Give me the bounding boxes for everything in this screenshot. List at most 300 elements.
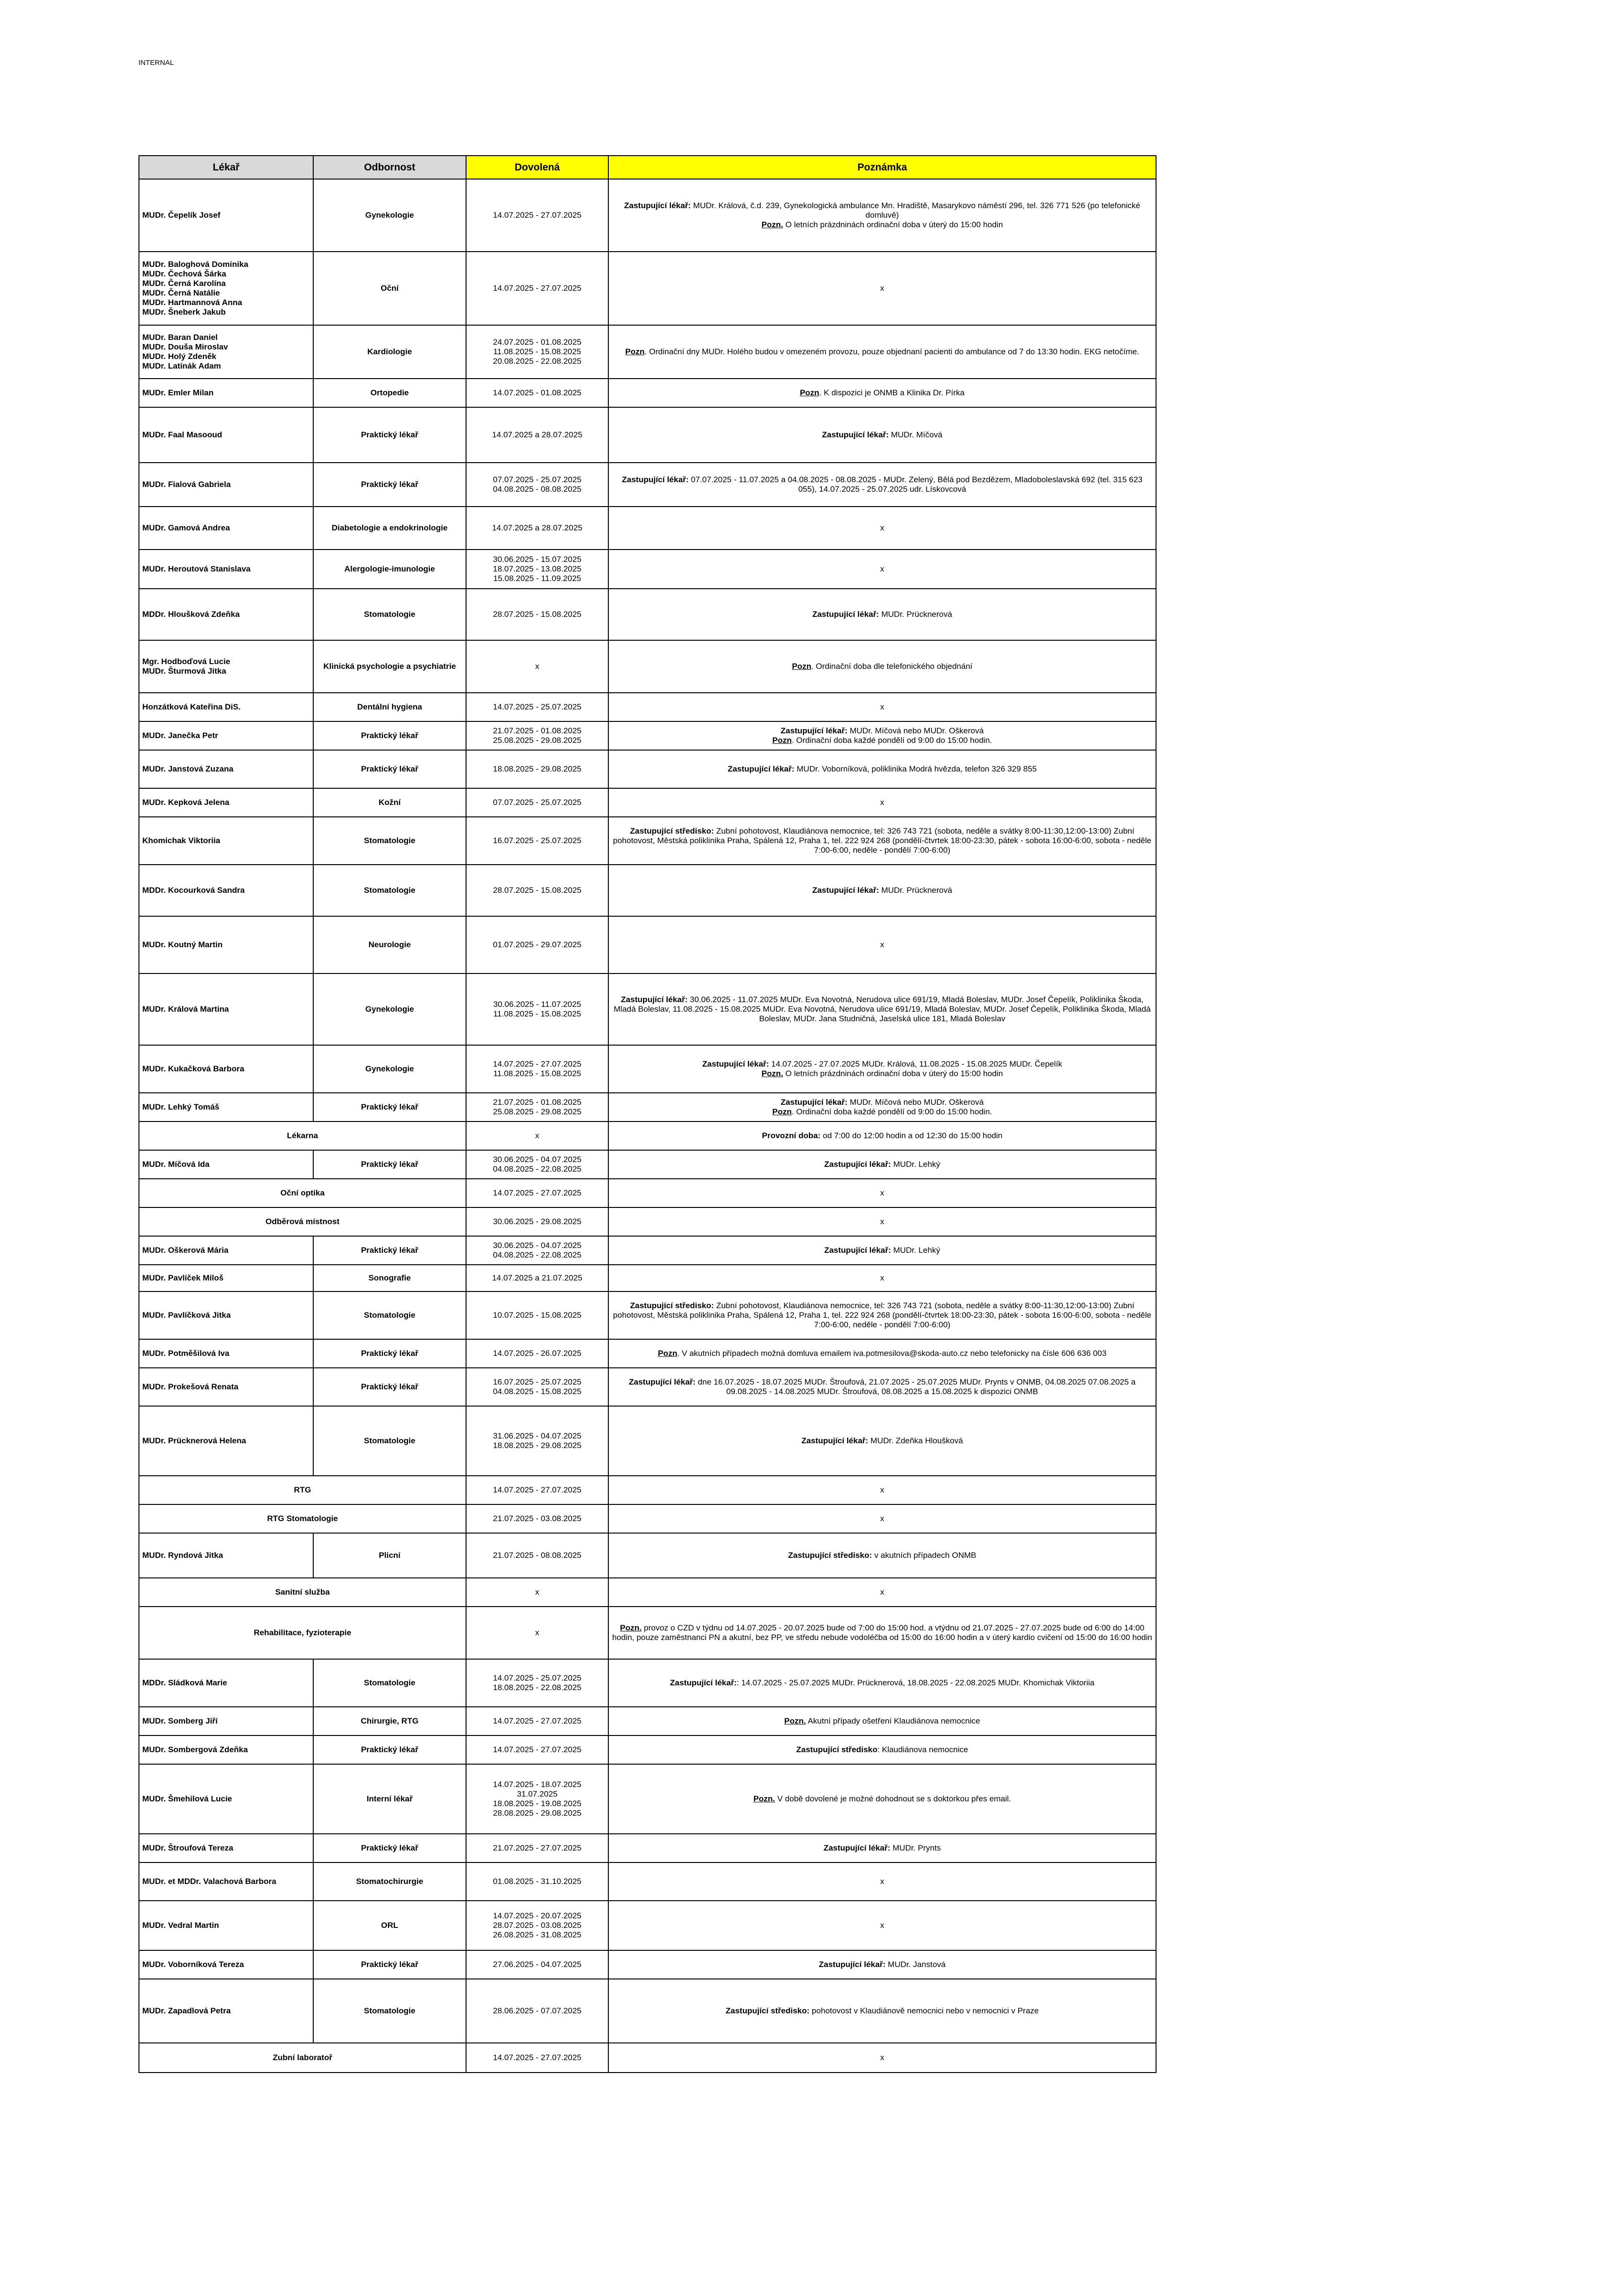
note-label: Zastupující středisko: [788,1551,872,1560]
note-label: Zastupující lékař: [824,1246,891,1255]
doctor-cell [139,973,313,1045]
vacation-dates: 30.06.2025 - 11.07.2025 [493,1000,581,1009]
note-cell [608,379,1156,407]
note-cell [608,1504,1156,1533]
vacation-cell [466,2043,608,2073]
doctor-name: MUDr. Emler Milan [142,388,214,397]
vacation-dates: 28.07.2025 - 15.08.2025 [493,886,582,895]
note-text: MUDr. Lehký [891,1160,940,1169]
department-name: RTG Stomatologie [139,1504,466,1533]
note-text: MUDr. Míčová nebo MUDr. Oškerová [847,1098,984,1107]
note-text: od 7:00 do 12:00 hodin a od 12:30 do 15:00 hodin [820,1131,1003,1140]
vacation-dates: 14.07.2025 a 21.07.2025 [492,1273,583,1282]
note-cell [608,1093,1156,1122]
doctor-name: MUDr. Heroutová Stanislava [142,564,251,573]
specialty-cell: Praktický lékař [313,750,466,788]
vacation-dates: 04.08.2025 - 08.08.2025 [493,485,582,494]
vacation-cell [466,1578,608,1607]
doctor-name: MUDr. Šneberk Jakub [142,307,226,317]
vacation-cell [466,507,608,550]
table-row [139,693,1156,721]
vacation-dates: 14.07.2025 - 27.07.2025 [493,1485,582,1494]
note-label: Zastupující lékař: [801,1436,869,1445]
doctor-cell [139,788,313,817]
note-label: Pozn [772,736,792,745]
specialty-cell: Gynekologie [313,179,466,252]
note-text: dne 16.07.2025 - 18.07.2025 MUDr. Štroufová, 21.07.2025 - 25.07.2025 MUDr. Prynts v ONMB, 04.08.2025 07.08.2025 a 09.08.2025 - 14.08.2025 MUDr. Štroufová, 08.08.2025 a 15.08.2025 k dispozici ONMB [695,1377,1136,1396]
specialty-cell: ORL [313,1901,466,1950]
vacation-dates: 11.08.2025 - 15.08.2025 [493,1069,581,1078]
vacation-dates: 31.06.2025 - 04.07.2025 [493,1431,582,1440]
department-name: Odběrová místnost [139,1207,466,1236]
specialty-cell: Stomatologie [313,1291,466,1339]
specialty-cell: Sonografie [313,1265,466,1291]
doctor-cell [139,721,313,750]
table-row [139,1122,1156,1150]
vacation-dates: 30.06.2025 - 04.07.2025 [493,1155,582,1164]
note-cell [608,1122,1156,1150]
specialty-cell: Alergologie-imunologie [313,550,466,589]
note-label: Zastupující lékař: [702,1059,769,1069]
doctor-cell [139,640,313,693]
note-cell [608,1291,1156,1339]
vacation-cell [466,325,608,379]
vacation-dates: 30.06.2025 - 15.07.2025 [493,555,582,564]
specialty-cell: Dentální hygiena [313,693,466,721]
note-text: 07.07.2025 - 11.07.2025 a 04.08.2025 - 08.08.2025 - MUDr. Zelený, Bělá pod Bezdězem, Mladoboleslavská 692 (tel. 315 623 055), 14.07.2025 - 25.07.2025 udr. Lískovcová [689,475,1143,494]
doctor-cell [139,1735,313,1764]
vacation-dates: 14.07.2025 - 01.08.2025 [493,388,582,397]
vacation-cell [466,693,608,721]
note-cell [608,507,1156,550]
note-label: Zastupující lékař: [621,995,688,1004]
vacation-cell [466,1834,608,1862]
note-line [612,1131,1153,1141]
vacation-cell [466,1150,608,1179]
specialty-cell: Stomatologie [313,1979,466,2043]
note-text: x [880,1188,884,1197]
doctor-name: MUDr. et MDDr. Valachová Barbora [142,1877,276,1886]
vacation-cell [466,1291,608,1339]
vacation-dates: 11.08.2025 - 15.08.2025 [493,347,581,356]
doctor-cell [139,589,313,640]
note-label: Zastupující středisko: [630,1301,714,1310]
note-text: MUDr. Lehký [891,1246,940,1255]
vacation-dates: 18.07.2025 - 13.08.2025 [493,564,582,573]
doctor-cell [139,407,313,463]
note-cell [608,1578,1156,1607]
vacation-dates: 11.08.2025 - 15.08.2025 [493,1009,581,1018]
table-row [139,1834,1156,1862]
table-row [139,1578,1156,1607]
note-label: Pozn [792,662,812,671]
vacation-cell [466,379,608,407]
note-cell [608,1045,1156,1093]
vacation-dates: 26.08.2025 - 31.08.2025 [493,1930,582,1939]
vacation-dates: 21.07.2025 - 01.08.2025 [493,1098,582,1107]
table-row [139,1735,1156,1764]
note-line [612,1349,1153,1358]
note-line [612,995,1153,1024]
doctor-name: Honzátková Kateřina DiS. [142,702,241,711]
note-text: MUDr. Janstová [885,1960,946,1969]
doctor-cell [139,1265,313,1291]
doctor-name: MUDr. Fialová Gabriela [142,480,231,489]
vacation-cell [466,1533,608,1578]
note-line [612,523,1153,533]
note-line [612,201,1153,220]
note-line [612,1678,1153,1688]
note-cell [608,1979,1156,2043]
note-label: Pozn. [761,1069,784,1078]
note-line [612,736,1153,745]
doctor-name: MDDr. Hloušková Zdeňka [142,610,240,619]
note-text: Akutní případy ošetření Klaudiánova nemocnice [806,1716,980,1725]
note-line [612,1960,1153,1969]
note-text: x [880,1217,884,1226]
note-text: V době dovolené je možné dohodnout se s doktorkou přes email. [775,1794,1011,1803]
note-label: Pozn [625,347,645,356]
vacation-dates: 28.07.2025 - 03.08.2025 [493,1921,582,1930]
note-line [612,1436,1153,1446]
vacation-cell [466,252,608,325]
note-text: . Ordinační doba dle telefonického objednání [811,662,973,671]
vacation-dates: 14.07.2025 - 27.07.2025 [493,1059,582,1069]
specialty-cell: Praktický lékař [313,1834,466,1862]
vacation-cell [466,1179,608,1207]
table-row [139,640,1156,693]
note-cell [608,1236,1156,1265]
note-cell [608,325,1156,379]
doctor-name: MUDr. Hartmannová Anna [142,298,243,307]
table-row [139,379,1156,407]
doctor-name: MUDr. Janstová Zuzana [142,764,234,773]
note-text: . V akutních případech možná domluva emailem iva.potmesilova@skoda-auto.cz nebo telefonicky na čísle 606 636 003 [677,1349,1107,1358]
vacation-cell [466,1735,608,1764]
note-label: Zastupující lékař: [823,1843,891,1852]
note-cell [608,589,1156,640]
note-line [612,662,1153,671]
header-specialty: Odbornost [313,156,466,179]
table-row [139,1764,1156,1834]
note-line [612,1059,1153,1069]
doctor-name: MUDr. Baran Daniel [142,333,218,342]
table-row [139,179,1156,252]
doctor-name: MUDr. Ryndová Jitka [142,1551,223,1560]
vacation-dates: 30.06.2025 - 04.07.2025 [493,1241,582,1250]
table-row [139,1045,1156,1093]
vacation-dates: 10.07.2025 - 15.08.2025 [493,1311,582,1320]
note-text: : 14.07.2025 - 25.07.2025 MUDr. Prücknerová, 18.08.2025 - 22.08.2025 MUDr. Khomichak Viktoriia [736,1678,1094,1687]
vacation-cell [466,1093,608,1122]
vacation-cell [466,916,608,973]
note-label: Pozn. [784,1716,806,1725]
note-line [612,1551,1153,1560]
note-label: Zastupující lékař: [780,1098,848,1107]
note-text: provoz o CZD v týdnu od 14.07.2025 - 20.07.2025 bude od 7:00 do 15:00 hod. a vtýdnu od 21.07.2025 - 27.07.2025 bude od 6:00 do 14:00 hodin, pouze zaměstnanci PN a akutní, bez PP, ve středu nebude vodoléčba od 15:00 do 16:00 hodin a v úterý kardio cvičení od 15:00 do 16:00 hodin [612,1623,1152,1642]
specialty-cell: Stomatochirurgie [313,1862,466,1901]
specialty-cell: Interní lékař [313,1764,466,1834]
doctor-cell [139,252,313,325]
note-line [612,826,1153,855]
vacation-cell [466,1045,608,1093]
vacation-dates: 14.07.2025 - 20.07.2025 [493,1911,582,1920]
note-line [612,1069,1153,1079]
note-text: x [880,1485,884,1494]
specialty-cell: Kardiologie [313,325,466,379]
vacation-dates: 14.07.2025 - 26.07.2025 [493,1349,582,1358]
vacation-cell [466,1476,608,1504]
vacation-cell [466,1607,608,1659]
note-label: Zastupující středisko: [630,826,714,836]
vacation-cell [466,407,608,463]
note-line [612,1107,1153,1117]
table-row [139,325,1156,379]
doctor-cell [139,817,313,865]
note-label: Pozn [772,1107,792,1116]
doctor-name: MUDr. Koutný Martin [142,940,223,949]
note-text: MUDr. Voborníková, poliklinika Modrá hvězda, telefon 326 329 855 [794,764,1037,773]
note-line [612,1843,1153,1853]
specialty-cell: Chirurgie, RTG [313,1707,466,1735]
vacation-dates: x [535,1628,540,1637]
note-text: x [880,1587,884,1597]
note-cell [608,1707,1156,1735]
note-label: Zastupující lékař: [622,475,689,484]
note-line [612,2053,1153,2063]
note-label: Zastupující středisko: [725,2006,810,2015]
vacation-cell [466,1979,608,2043]
vacation-dates: 18.08.2025 - 19.08.2025 [493,1799,582,1808]
note-cell [608,1659,1156,1707]
vacation-dates: 16.07.2025 - 25.07.2025 [493,1377,582,1386]
note-cell [608,1207,1156,1236]
table-row [139,1339,1156,1368]
note-label: Zastupující lékař: [727,764,795,773]
note-line [612,1745,1153,1755]
table-row [139,507,1156,550]
note-text: x [880,1877,884,1886]
doctor-name: MUDr. Černá Karolína [142,279,226,288]
vacation-cell [466,973,608,1045]
note-text: x [880,1514,884,1523]
vacation-cell [466,1950,608,1979]
vacation-cell [466,1901,608,1950]
note-text: . Ordinační dny MUDr. Holého budou v omezeném provozu, pouze objednaní pacienti do ambulance od 7 do 13:30 hodin. EKG netočíme. [644,347,1139,356]
specialty-cell: Praktický lékař [313,1735,466,1764]
vacation-dates: 18.08.2025 - 29.08.2025 [493,1441,582,1450]
vacation-dates: 14.07.2025 - 25.07.2025 [493,702,582,711]
table-row [139,1979,1156,2043]
table-header-row [139,156,1156,179]
doctor-name: MUDr. Sombergová Zdeňka [142,1745,248,1754]
doctor-cell [139,916,313,973]
table-row [139,1607,1156,1659]
classification-label: INTERNAL [138,59,174,67]
table-row [139,916,1156,973]
note-line [612,702,1153,712]
doctor-name: MUDr. Kepková Jelena [142,798,230,807]
note-text: 14.07.2025 - 27.07.2025 MUDr. Králová, 11.08.2025 - 15.08.2025 MUDr. Čepelík [769,1059,1062,1069]
vacation-dates: 20.08.2025 - 22.08.2025 [493,357,582,366]
doctor-cell [139,1834,313,1862]
specialty-cell: Diabetologie a endokrinologie [313,507,466,550]
doctor-cell [139,507,313,550]
note-line [612,2006,1153,2016]
doctor-name: MDDr. Kocourková Sandra [142,886,245,895]
table-row [139,973,1156,1045]
note-line [612,610,1153,619]
note-cell [608,693,1156,721]
vacation-dates: 14.07.2025 a 28.07.2025 [492,430,583,439]
doctor-name: MUDr. Faal Masooud [142,430,223,439]
vacation-cell [466,463,608,507]
vacation-table [138,155,1157,2073]
doctor-name: MUDr. Gamová Andrea [142,523,230,532]
doctor-cell [139,1045,313,1093]
vacation-dates: 01.07.2025 - 29.07.2025 [493,940,582,949]
note-cell [608,788,1156,817]
note-cell [608,463,1156,507]
specialty-cell: Oční [313,252,466,325]
doctor-cell [139,463,313,507]
note-cell [608,1834,1156,1862]
table-row [139,1236,1156,1265]
specialty-cell: Stomatologie [313,865,466,916]
note-text: pohotovost v Klaudiánově nemocnici nebo v nemocnici v Praze [809,2006,1039,2015]
doctor-cell [139,179,313,252]
doctor-cell [139,1291,313,1339]
note-text: MUDr. Míčová [889,430,943,439]
specialty-cell: Stomatologie [313,589,466,640]
header-doctor: Lékař [139,156,313,179]
table-row [139,1862,1156,1901]
note-label: Zastupující lékař: [818,1960,886,1969]
doctor-name: MUDr. Voborníková Tereza [142,1960,244,1969]
note-label: Zastupující lékař: [822,430,889,439]
doctor-name: MUDr. Prokešová Renata [142,1382,239,1391]
note-line [612,1794,1153,1804]
doctor-name: MUDr. Šmehilová Lucie [142,1794,232,1803]
note-line [612,1098,1153,1107]
table-body [139,179,1156,2073]
doctor-name: MUDr. Šturmová Jitka [142,667,226,676]
table-row [139,1265,1156,1291]
note-text: MUDr. Zdeňka Hloušková [868,1436,963,1445]
specialty-cell: Stomatologie [313,1406,466,1476]
doctor-name: MUDr. Kukačková Barbora [142,1064,244,1073]
table-row [139,1950,1156,1979]
vacation-cell [466,550,608,589]
vacation-dates: 07.07.2025 - 25.07.2025 [493,475,582,484]
note-line [612,764,1153,774]
vacation-dates: x [535,1587,540,1597]
vacation-cell [466,1236,608,1265]
vacation-cell [466,1339,608,1368]
note-cell [608,916,1156,973]
note-cell [608,750,1156,788]
doctor-name: MUDr. Černá Natálie [142,288,220,297]
table-row [139,1179,1156,1207]
table-row [139,1504,1156,1533]
table-row [139,463,1156,507]
table-row [139,1207,1156,1236]
note-cell [608,1862,1156,1901]
note-text: v akutních případech ONMB [872,1551,977,1560]
vacation-cell [466,817,608,865]
doctor-name: MUDr. Míčová Ida [142,1160,210,1169]
note-line [612,1273,1153,1283]
table-row [139,589,1156,640]
vacation-dates: 04.08.2025 - 22.08.2025 [493,1164,582,1174]
specialty-cell: Plicní [313,1533,466,1578]
vacation-dates: 15.08.2025 - 11.09.2025 [493,574,581,583]
doctor-name: MUDr. Štroufová Tereza [142,1843,234,1852]
table-row [139,1093,1156,1122]
specialty-cell: Praktický lékař [313,1236,466,1265]
vacation-dates: x [535,662,540,671]
note-text: O letních prázdninách ordinační doba v úterý do 15:00 hodin [783,1069,1003,1078]
department-name: Lékarna [139,1122,466,1150]
department-name: Zubní laboratoř [139,2043,466,2073]
doctor-name: Khomichak Viktoriia [142,836,221,845]
note-text: x [880,523,884,532]
note-label: Pozn [800,388,819,397]
note-cell [608,1339,1156,1368]
specialty-cell: Praktický lékař [313,1339,466,1368]
note-text: x [880,1273,884,1282]
table-row [139,1533,1156,1578]
note-line [612,1485,1153,1495]
note-text: . K dispozici je ONMB a Klinika Dr. Pírka [819,388,965,397]
specialty-cell: Praktický lékař [313,1368,466,1406]
doctor-cell [139,1764,313,1834]
vacation-cell [466,788,608,817]
vacation-dates: 04.08.2025 - 22.08.2025 [493,1250,582,1259]
note-line [612,886,1153,895]
doctor-cell [139,1862,313,1901]
specialty-cell: Praktický lékař [313,407,466,463]
note-cell [608,2043,1156,2073]
doctor-name: MUDr. Králová Martina [142,1005,229,1014]
note-cell [608,1406,1156,1476]
table-row [139,1291,1156,1339]
header-vacation: Dovolená [466,156,608,179]
vacation-dates: 14.07.2025 - 27.07.2025 [493,284,582,293]
vacation-cell [466,179,608,252]
note-line [612,1188,1153,1198]
note-text: MUDr. Králová, č.d. 239, Gynekologická ambulance Mn. Hradiště, Masarykovo náměstí 296, tel. 326 771 526 (po telefonické domluvě) [690,201,1140,220]
doctor-cell [139,325,313,379]
doctor-name: MDDr. Sládková Marie [142,1678,227,1687]
table-row [139,2043,1156,2073]
vacation-dates: 14.07.2025 - 27.07.2025 [493,1716,582,1725]
vacation-dates: 30.06.2025 - 29.08.2025 [493,1217,582,1226]
note-cell [608,1533,1156,1578]
doctor-cell [139,1093,313,1122]
note-line [612,1377,1153,1397]
table-row [139,817,1156,865]
note-cell [608,1950,1156,1979]
vacation-cell [466,1265,608,1291]
doctor-name: MUDr. Janečka Petr [142,731,218,740]
doctor-cell [139,693,313,721]
note-cell [608,550,1156,589]
vacation-dates: 25.08.2025 - 29.08.2025 [493,1107,582,1116]
note-label: Pozn [658,1349,678,1358]
note-cell [608,973,1156,1045]
table-row [139,407,1156,463]
